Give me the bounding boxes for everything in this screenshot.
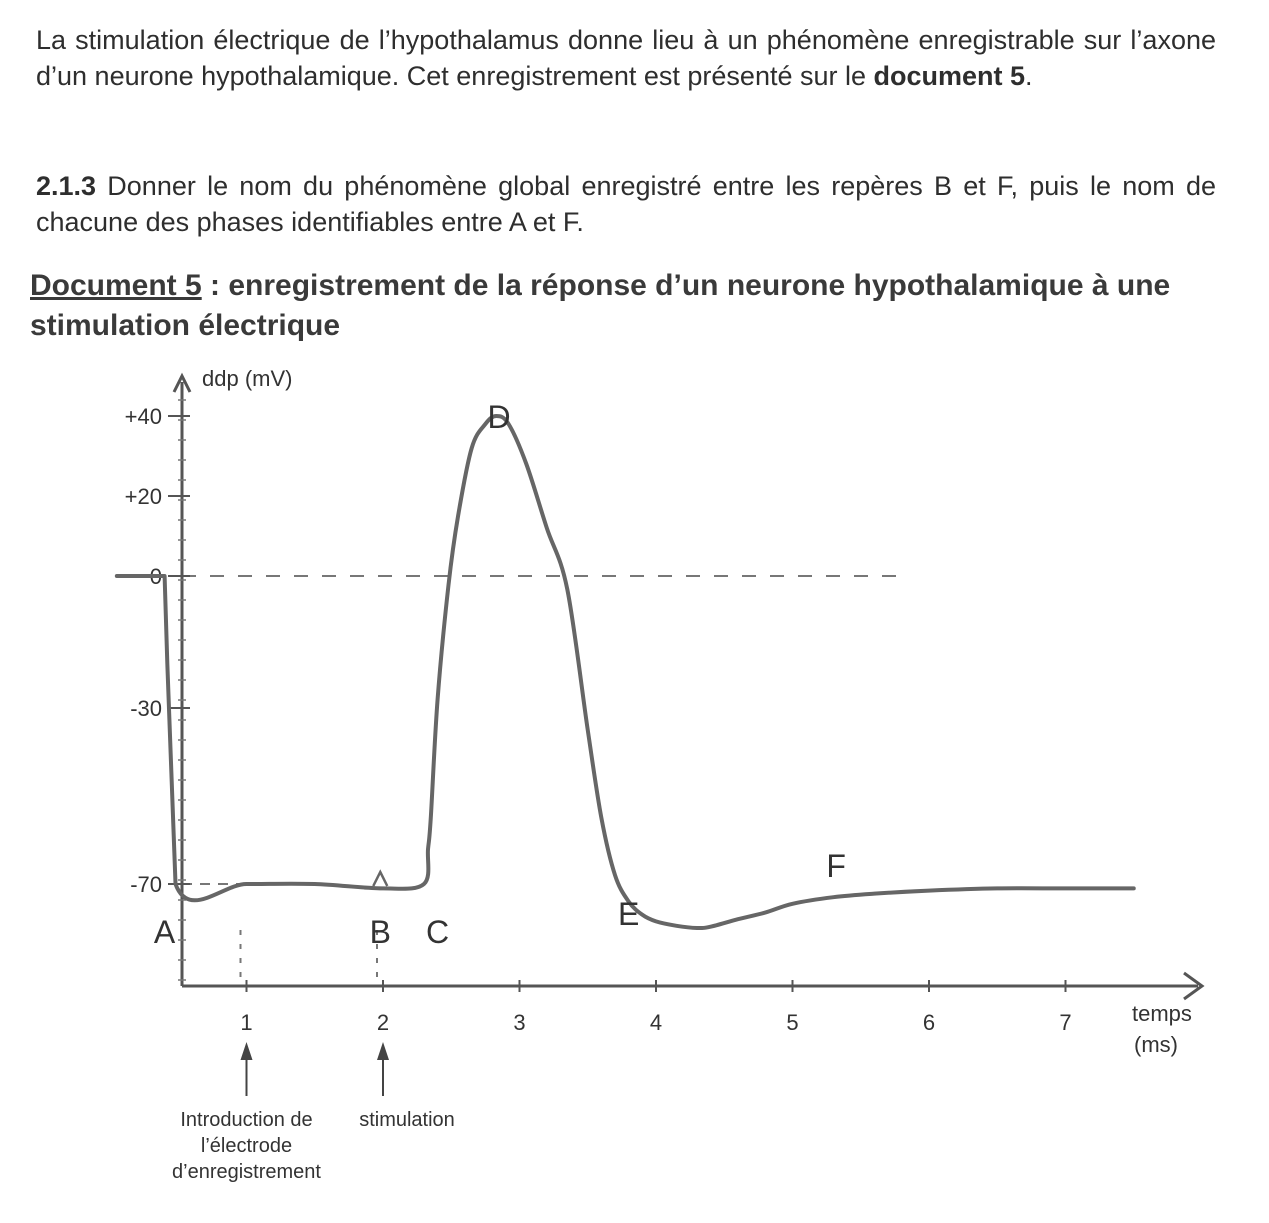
annotation-text-line: d’enregistrement	[172, 1161, 321, 1183]
point-label-e: E	[618, 896, 640, 933]
chart-ticks	[125, 400, 1072, 1035]
membrane-potential-curve	[117, 416, 1134, 928]
x-tick-label: 5	[786, 1010, 799, 1035]
x-axis-label: temps	[1132, 1001, 1192, 1026]
intro-end: .	[1025, 61, 1033, 91]
document-label: Document 5	[30, 269, 202, 302]
chart-point-labels	[154, 399, 846, 950]
y-tick-label: -70	[130, 872, 162, 897]
annotation-arrow-head	[377, 1042, 389, 1060]
point-label-f: F	[826, 847, 846, 884]
intro-text: La stimulation électrique de l’hypothalamus donne lieu à un phénomène enregistrable sur l’axone d’un neurone hypothalamique. Cet enregistrement est présenté sur le	[36, 25, 1216, 91]
annotation-text-line: l’électrode	[200, 1135, 293, 1157]
annotation-text-line: stimulation	[359, 1109, 455, 1131]
x-tick-label: 3	[513, 1010, 526, 1035]
y-tick-label: +40	[124, 404, 162, 429]
annotation-arrow-head	[241, 1042, 253, 1060]
intro-doc-ref: document 5	[873, 61, 1026, 91]
annotation-text-line: Introduction de	[180, 1109, 313, 1131]
stimulation-marker	[373, 872, 387, 886]
chart-series	[117, 416, 1134, 928]
x-tick-label: 1	[240, 1010, 253, 1035]
x-axis-label-unit: (ms)	[1134, 1032, 1178, 1057]
annotation-text	[359, 1109, 455, 1131]
document-title-text: : enregistrement de la réponse d’un neurone hypothalamique à une stimulation électrique	[30, 269, 1171, 342]
annotation-text	[172, 1109, 321, 1183]
y-axis-label: ddp (mV)	[202, 366, 293, 391]
x-tick-label: 4	[649, 1010, 663, 1035]
x-tick-label: 2	[376, 1010, 390, 1035]
y-tick-label: +20	[124, 484, 162, 509]
chart-axes	[174, 366, 1202, 1057]
y-tick-label: -30	[130, 696, 162, 721]
x-tick-label: 7	[1059, 1010, 1072, 1035]
point-label-b: B	[369, 913, 391, 950]
y-tick-label: 0	[149, 564, 162, 589]
chart-annotations	[172, 1042, 455, 1183]
dashed-lines	[182, 576, 902, 982]
point-label-a: A	[153, 913, 176, 950]
question-text: Donner le nom du phénomène global enregistré entre les repères B et F, puis le nom de chacune des phases identifiables entre A et F.	[36, 171, 1216, 237]
point-label-d: D	[487, 399, 511, 435]
question-number: 2.1.3	[36, 171, 97, 201]
x-tick-label: 6	[922, 1010, 936, 1035]
point-label-c: C	[426, 913, 450, 950]
